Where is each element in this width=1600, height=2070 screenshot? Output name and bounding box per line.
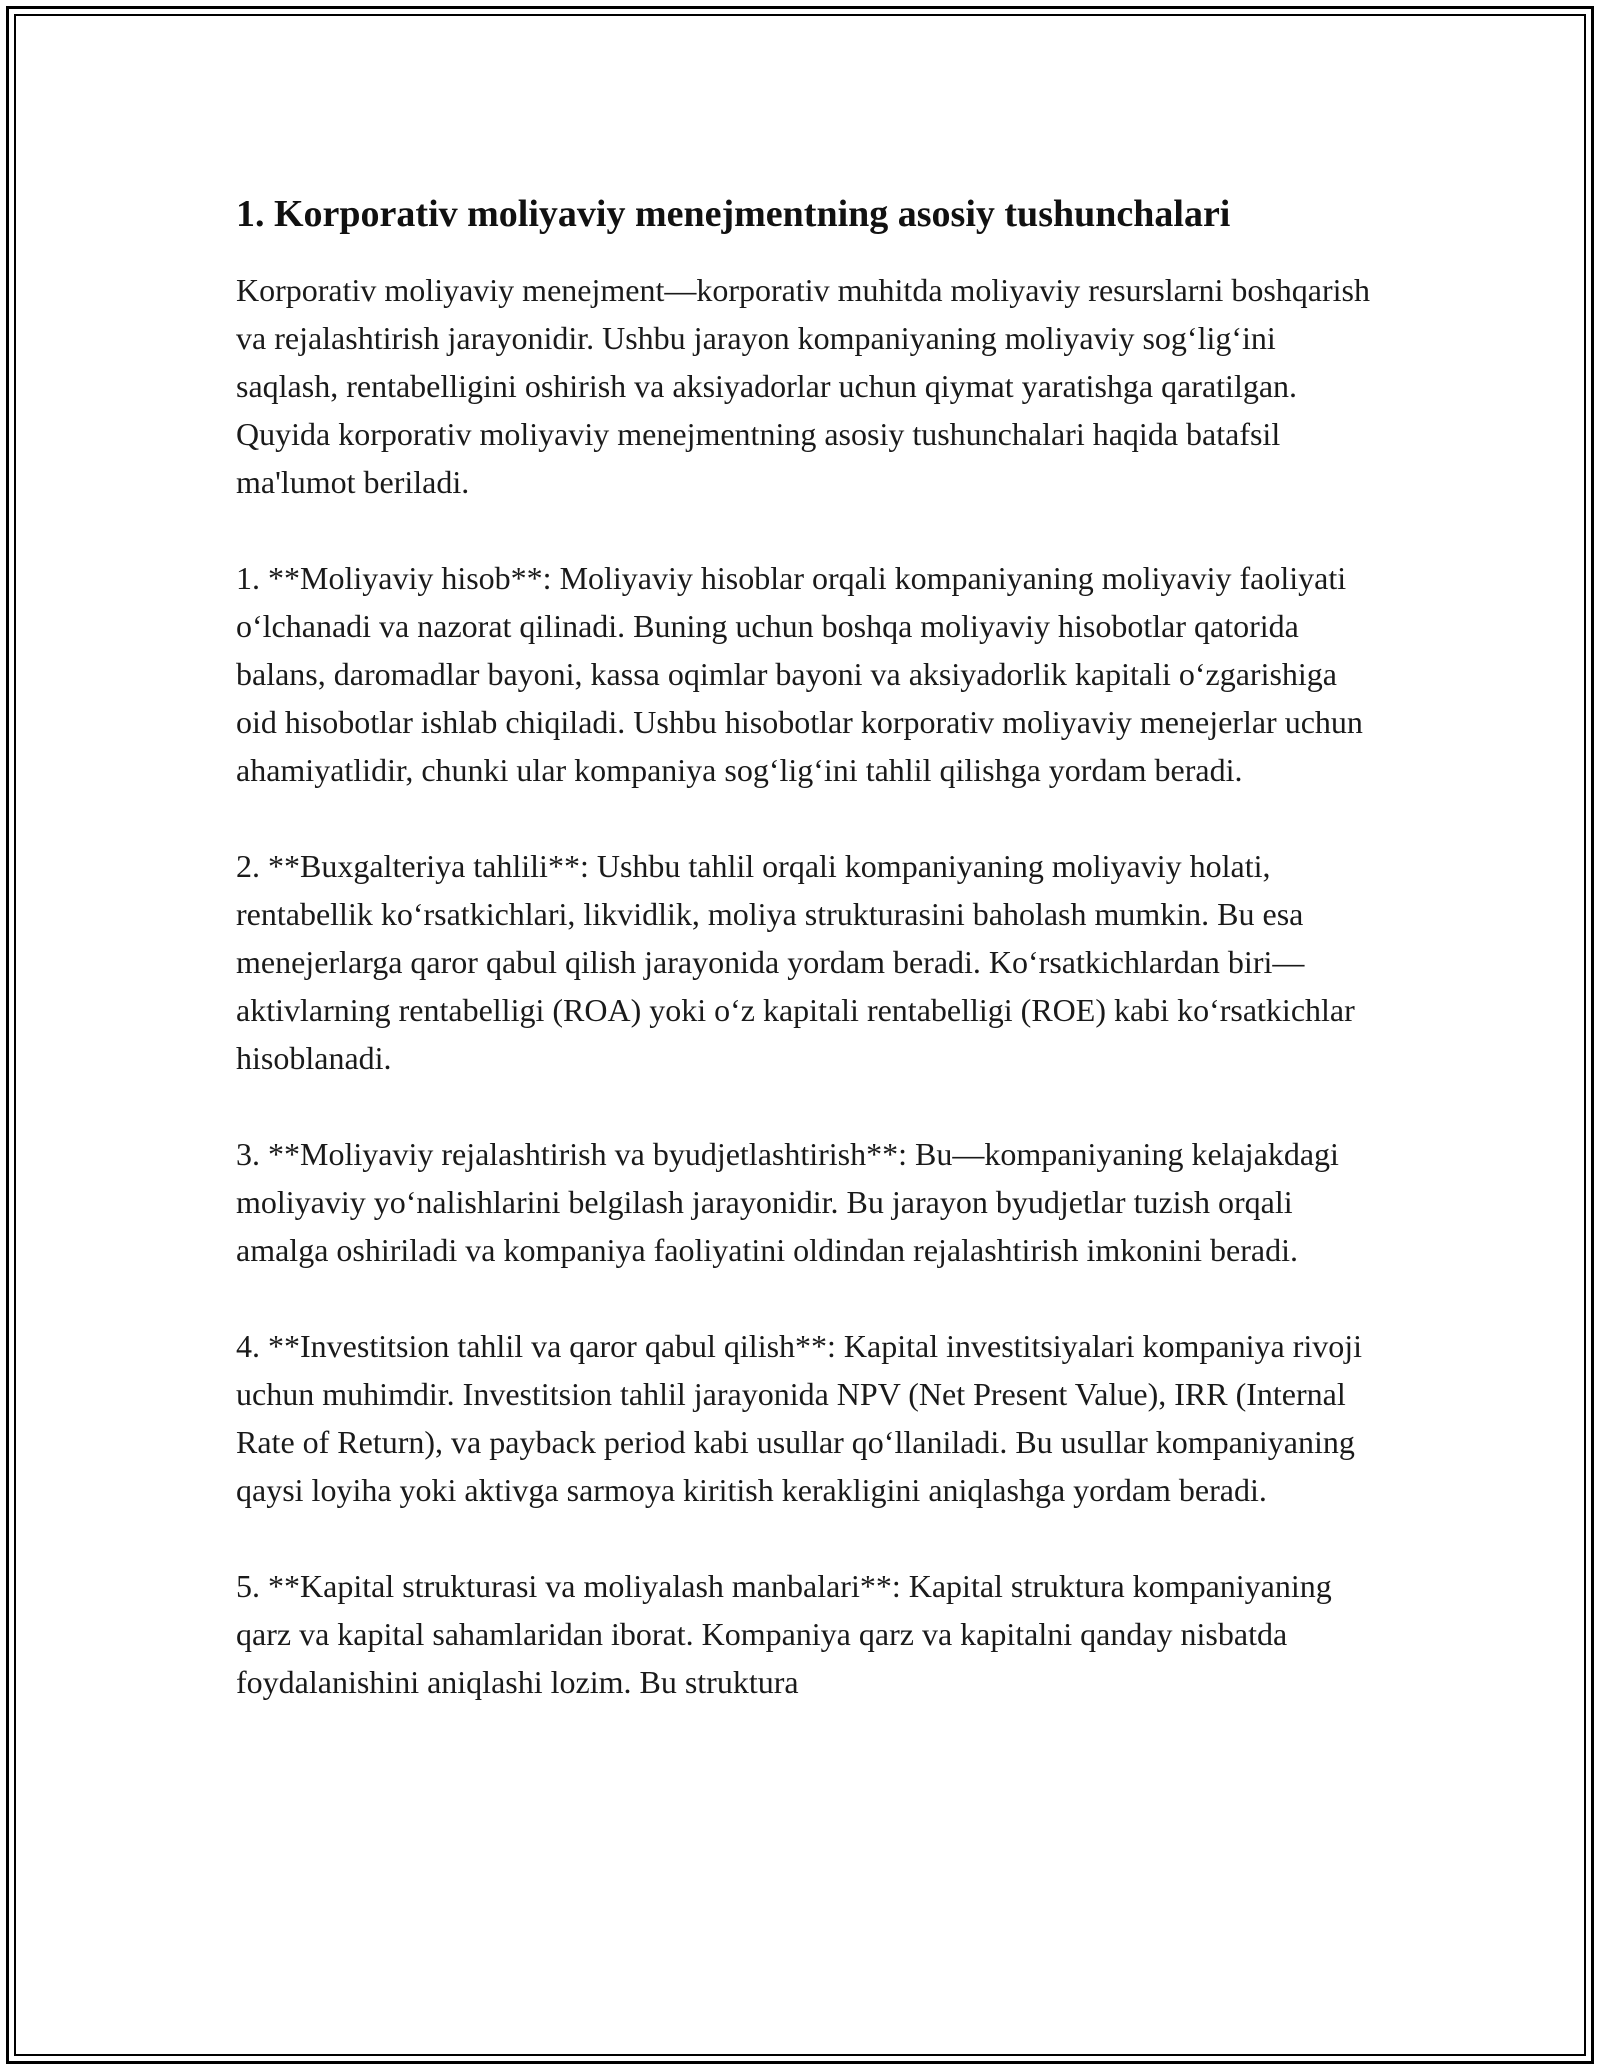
paragraph-moliyaviy-hisob: 1. **Moliyaviy hisob**: Moliyaviy hisoblar orqali kompaniyaning moliyaviy faoliyati o‘lchanadi va nazorat qilinadi. Buning uchun boshqa moliyaviy hisobotlar qatorida balans, daromadlar bayoni, kassa oqimlar bayoni va aksiyadorlik kapitali o‘zgarishiga oid hisobotlar ishlab chiqiladi. Ushbu hisobotlar korporativ moliyaviy menejerlar uchun ahamiyatlidir, chunki ular kompaniya sog‘lig‘ini tahlil qilishga yordam beradi. bbox=[236, 560, 1363, 788]
paragraph-buxgalteriya-tahlili: 2. **Buxgalteriya tahlili**: Ushbu tahlil orqali kompaniyaning moliyaviy holati, rentabellik ko‘rsatkichlari, likvidlik, moliya strukturasini baholash mumkin. Bu esa menejerlarga qaror qabul qilish jarayonida yordam beradi. Ko‘rsatkichlardan biri—aktivlarning rentabelligi (ROA) yoki o‘z kapitali rentabelligi (ROE) kabi ko‘rsatkichlar hisoblanadi. bbox=[236, 848, 1355, 1076]
page-title: 1. Korporativ moliyaviy menejmentning asosiy tushunchalari bbox=[236, 193, 1231, 235]
paragraph-investitsion-tahlil: 4. **Investitsion tahlil va qaror qabul qilish**: Kapital investitsiyalari kompaniya rivoji uchun muhimdir. Investitsion tahlil jarayonida NPV (Net Present Value), IRR (Internal Rate of Return), va payback period kabi usullar qo‘llaniladi. Bu usullar kompaniyaning qaysi loyiha yoki aktivga sarmoya kiritish kerakligini aniqlashga yordam beradi. bbox=[236, 1328, 1363, 1508]
paragraph-kapital-strukturasi: 5. **Kapital strukturasi va moliyalash manbalari**: Kapital struktura kompaniyaning qarz va kapital sahamlaridan iborat. Kompaniya qarz va kapitalni qanday nisbatda foydalanishini aniqlashi lozim. Bu struktura bbox=[236, 1568, 1332, 1700]
document-body bbox=[236, 188, 1376, 1754]
paragraph-rejalashtirish: 3. **Moliyaviy rejalashtirish va byudjetlashtirish**: Bu—kompaniyaning kelajakdagi moliyaviy yo‘nalishlarini belgilash jarayonidir. Bu jarayon byudjetlar tuzish orqali amalga oshiriladi va kompaniya faoliyatini oldindan rejalashtirish imkonini beradi. bbox=[236, 1136, 1339, 1268]
paragraph-intro: Korporativ moliyaviy menejment—korporativ muhitda moliyaviy resurslarni boshqarish va rejalashtirish jarayonidir. Ushbu jarayon kompaniyaning moliyaviy sog‘lig‘ini saqlash, rentabelligini oshirish va aksiyadorlar uchun qiymat yaratishga qaratilgan. Quyida korporativ moliyaviy menejmentning asosiy tushunchalari haqida batafsil ma'lumot beriladi. bbox=[236, 272, 1370, 500]
